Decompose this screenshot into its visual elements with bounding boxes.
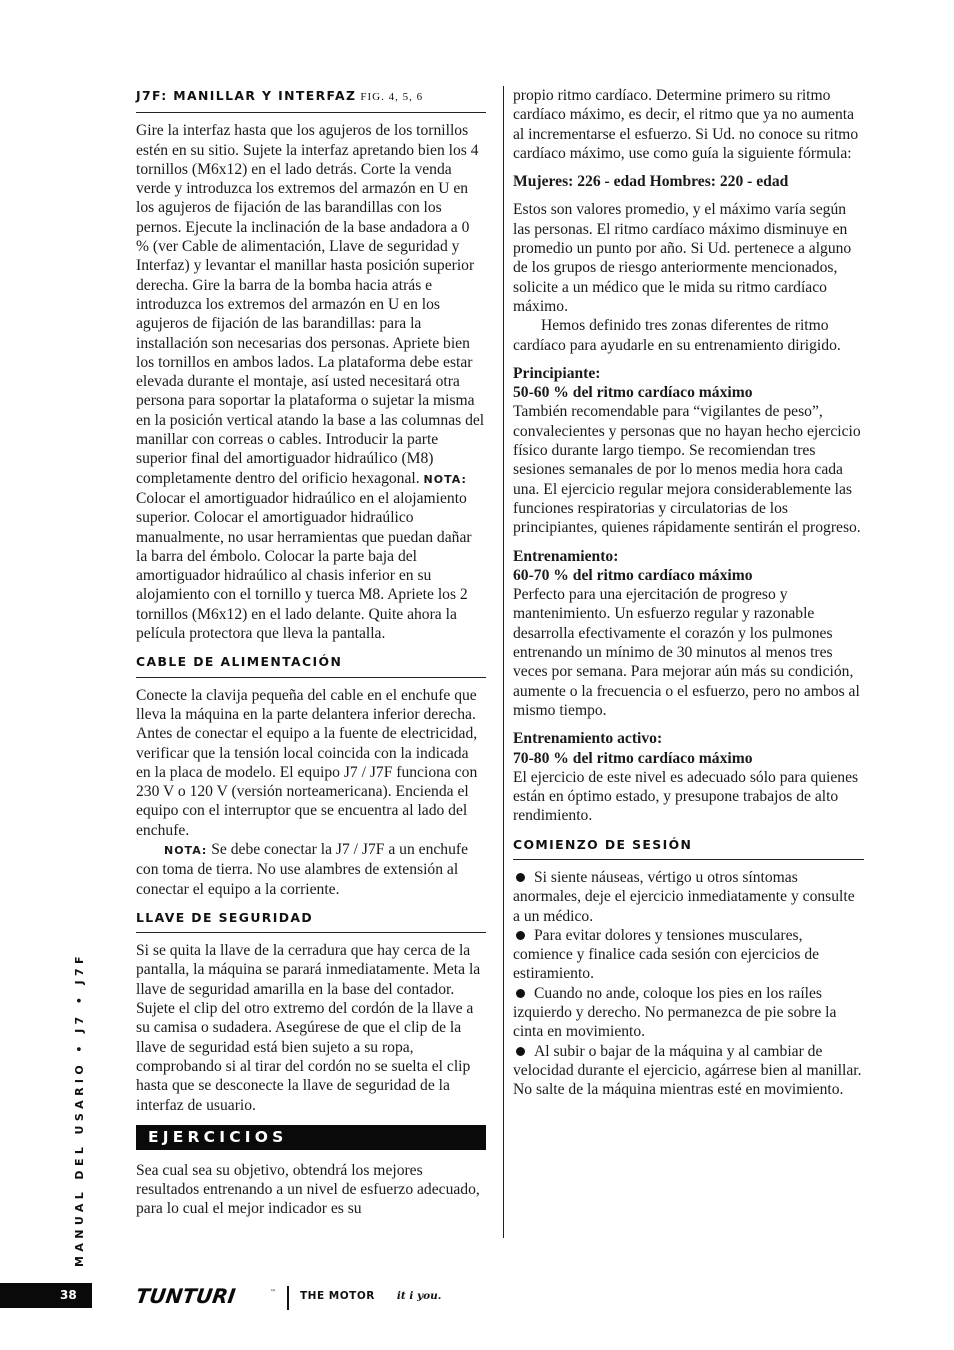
section-heading-cable: CABLE DE ALIMENTACIÓN [136, 652, 486, 677]
zone-title: Entrenamiento activo: [513, 730, 663, 748]
bullet-icon [516, 931, 525, 940]
bullet-item [513, 868, 864, 926]
trademark-symbol: ™ [270, 1289, 276, 1296]
bullet-text: Para evitar dolores y tensiones musculares, comience y finalice cada sesión con ejercicios de estiramiento. [513, 926, 820, 983]
zone-range: 50-60 % del ritmo cardíaco máximo [513, 384, 753, 402]
zone-entrenamiento-activo [513, 729, 864, 825]
average-paragraph: Estos son valores promedio, y el máximo varía según las personas. El ritmo cardíaco máximo disminuye en promedio un punto por año. Si Ud. pertenece a alguno de los grupos de riesgo anteriormente mencionados, solicite a un médico que le mida su ritmo cardíaco máximo. [513, 201, 852, 315]
zone-range: 60-70 % del ritmo cardíaco máximo [513, 566, 753, 584]
bullet-text: Al subir o bajar de la máquina y al cambiar de velocidad durante el ejercicio, agárrese bien al manillar. No salte de la máquina mientras esté en movimiento. [513, 1042, 862, 1099]
formula: Mujeres: 226 - edad Hombres: 220 - edad [513, 173, 789, 191]
brand-tagline [300, 1290, 441, 1302]
logo-divider [287, 1286, 289, 1310]
column-divider [503, 86, 504, 1238]
zone-entrenamiento [513, 547, 864, 721]
manillar-text-continued: Colocar el amortiguador hidraúlico en el alojamiento superior. Colocar el amortiguador hidraúlico manualmente, no usar herramientas que puedan dañar la barra del émbolo. Colocar la parte baja del amortiguador hidraúlico al chasis inferior en su alojamiento con el tornillo y tuerca M8. Apriete los 2 tornillos (M6x12) en el lado delante. Quite ahora la película protectora que lleva la pantalla. [136, 489, 472, 643]
tunturi-logo: TUNTURI [134, 1284, 238, 1308]
bullet-icon [516, 873, 525, 882]
zone-title: Entrenamiento: [513, 547, 619, 565]
page-number: 38 [0, 1283, 92, 1308]
bullet-icon [516, 1047, 525, 1056]
cable-nota-text: Se debe conectar la J7 / J7F a un enchufe con toma de tierra. No use alambres de extensión al conectar el equipo a la corriente. [136, 840, 469, 898]
bullet-text: Si siente náuseas, vértigo u otros síntomas anormales, deje el ejercicio inmediatamente y consulte a un médico. [513, 868, 855, 925]
ejercicios-band: EJERCICIOS [136, 1125, 486, 1150]
nota-label: NOTA: [164, 843, 208, 857]
section-heading-llave: LLAVE DE SEGURIDAD [136, 908, 486, 933]
ejercicios-paragraph: Sea cual sea su objetivo, obtendrá los mejores resultados entrenando a un nivel de esfuerzo adecuado, para lo cual el mejor indicador es su [136, 1161, 480, 1218]
heart-rate-paragraph: propio ritmo cardíaco. Determine primero su ritmo cardíaco máximo, es decir, el ritmo que ya no aumenta al incrementarse el esfuerzo. Si Ud. no conoce su ritmo cardíaco máximo, use como guía la siguiente fórmula: [513, 87, 859, 162]
manillar-text: Gire la interfaz hasta que los agujeros de los tornillos estén en su sitio. Sujete la interfaz apretando bien los 4 tornillos (M6x12) en el lado detrás. Corte la venda verde y introduzca los extremos del armazón en U en los agujeros de fijación de las barandillas con los pernos. Ejecute la inclinación de la base andadora a 0 % (ver Cable de alimentación, Llave de seguridad y Interfaz) y levantar el manillar hasta posición superior derecha. Gire la barra de la bomba hacia atrás e introduzca los extremos del armazón en U en los agujeros de fijación de las barandillas: para la installación son necesarias dos personas. Apriete bien los tornillos en ambos lados. La plataforma debe estar elevada durante el montaje, así usted necesitará otra persona para soportar la plataforma o sujetar la misma en la posición vertical atando la base a las columnas del manillar con correas o cables. Introducir la parte superior final del amortiguador hidraúlico (M8) completamente dentro del orificio hexagonal. [136, 122, 485, 487]
cable-paragraph: Conecte la clavija pequeña del cable en el enchufe que lleva la máquina en la parte delantera inferior derecha. Antes de conectar el equipo a la fuente de electricidad, verificar que la tensión local coincida con la indicada en la placa de modelo. El equipo J7 / J7F funciona con 230 V o 120 V (versión norteamericana). Encienda el equipo con el interruptor que se encuentra al lado del enchufe. [136, 686, 478, 839]
tagline-text: THE MOTOR [300, 1290, 375, 1302]
heading-text: J7F: MANILLAR Y INTERFAZ [136, 88, 357, 103]
cable-nota-paragraph [136, 840, 486, 899]
figure-reference: FIG. 4, 5, 6 [360, 91, 424, 103]
manillar-paragraph [136, 121, 486, 643]
nota-label: NOTA: [423, 472, 467, 486]
side-running-title: MANUAL DEL USARIO • J7 • J7F [73, 952, 86, 1267]
bullet-item [513, 984, 864, 1042]
tagline-handwritten: it i you. [396, 1290, 442, 1302]
zone-principiante [513, 364, 864, 538]
zone-text: El ejercicio de este nivel es adecuado sólo para quienes están en óptimo estado, y presupone trabajos de alto rendimiento. [513, 768, 859, 825]
bullet-icon [516, 989, 525, 998]
right-column [513, 86, 864, 1100]
bullet-item [513, 1042, 864, 1100]
bullet-item [513, 926, 864, 984]
zone-range: 70-80 % del ritmo cardíaco máximo [513, 749, 753, 767]
llave-paragraph: Si se quita la llave de la cerradura que hay cerca de la pantalla, la máquina se parará inmediatamente. Meta la llave de seguridad amarilla en la base del contador. Sujete el clip del otro extremo del cordón de la llave a su camisa o sudadera. Asegúrese de que el clip de la llave de seguridad está bien sujeto a su ropa, comprobando si al tirar del cordón no se suelta el clip hasta que se desconecte la llave de seguridad de la interfaz de usuario. [136, 942, 481, 1114]
zone-text: También recomendable para “vigilantes de peso”, convalecientes y personas que no hayan hecho ejercicio físico durante largo tiempo. Se recomiendan tres sesiones semanales de por lo menos media hora cada una. El ejercicio regular mejora considerablemente las funciones respiratorias y circulatorias de los principiantes, quienes rápidamente sentirán el progreso. [513, 403, 861, 537]
zone-title: Principiante: [513, 364, 601, 382]
bullet-text: Cuando no ande, coloque los pies en los raíles izquierdo y derecho. No permanezca de pie sobre la cinta en movimiento. [513, 984, 837, 1041]
zone-text: Perfecto para una ejercitación de progreso y mantenimiento. Un esfuerzo regular y razonable desarrolla efectivamente el corazón y los pulmones entrenando un mínimo de 30 minutos al menos tres veces por semana. Para mejorar aún más su condición, aumente o la frecuencia o el esfuerzo, pero no ambos al mismo tiempo. [513, 586, 860, 719]
left-column [136, 86, 486, 1228]
section-heading-manillar [136, 86, 486, 113]
zones-intro-paragraph: Hemos definido tres zonas diferentes de ritmo cardíaco para ayudarle en su entrenamiento dirigido. [513, 317, 841, 354]
section-heading-comienzo: COMIENZO DE SESIÓN [513, 835, 864, 860]
